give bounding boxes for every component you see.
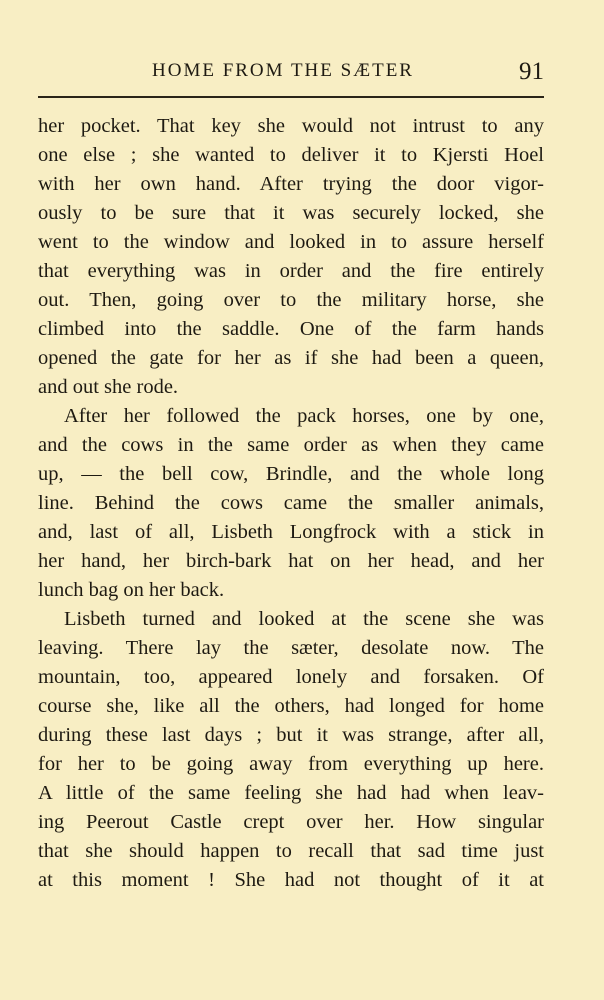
text-line: opened the gate for her as if she had been a queen,	[38, 347, 544, 369]
text-line: during these last days ; but it was strange, after all,	[38, 724, 544, 746]
text-line: Lisbeth turned and looked at the scene she was	[64, 608, 544, 630]
running-title: HOME FROM THE SÆTER	[152, 60, 414, 81]
text-line: ing Peerout Castle crept over her. How singular	[38, 811, 544, 833]
text-line: course she, like all the others, had longed for home	[38, 695, 544, 717]
text-line: went to the window and looked in to assure herself	[38, 231, 544, 253]
text-line: ously to be sure that it was securely locked, she	[38, 202, 544, 224]
text-line: that she should happen to recall that sad time just	[38, 840, 544, 862]
text-line: leaving. There lay the sæter, desolate now. The	[38, 637, 544, 659]
text-line: for her to be going away from everything up here.	[38, 753, 544, 775]
text-line: at this moment ! She had not thought of it at	[38, 869, 544, 891]
header-rule	[38, 96, 544, 98]
text-line: with her own hand. After trying the door vigor-	[38, 173, 544, 195]
paragraph	[38, 112, 544, 402]
text-line: A little of the same feeling she had had when leav-	[38, 782, 544, 804]
body-text	[38, 112, 544, 895]
text-line: and out she rode.	[38, 376, 179, 398]
text-line: and the cows in the same order as when they came	[38, 434, 544, 456]
text-line: and, last of all, Lisbeth Longfrock with a stick in	[38, 521, 544, 543]
text-line: one else ; she wanted to deliver it to Kjersti Hoel	[38, 144, 544, 166]
text-line: mountain, too, appeared lonely and forsaken. Of	[38, 666, 544, 688]
text-line: her hand, her birch-bark hat on her head, and her	[38, 550, 544, 572]
text-line: that everything was in order and the fire entirely	[38, 260, 544, 282]
text-line: climbed into the saddle. One of the farm hands	[38, 318, 544, 340]
running-head	[0, 56, 604, 86]
text-line: line. Behind the cows came the smaller animals,	[38, 492, 544, 514]
text-line: After her followed the pack horses, one by one,	[64, 405, 544, 427]
paragraph	[38, 402, 544, 605]
text-line: lunch bag on her back.	[38, 579, 225, 601]
text-line: her pocket. That key she would not intrust to any	[38, 115, 544, 137]
page-number: 91	[519, 58, 544, 85]
text-line: out. Then, going over to the military horse, she	[38, 289, 544, 311]
text-line: up, — the bell cow, Brindle, and the whole long	[38, 463, 544, 485]
paragraph	[38, 605, 544, 895]
